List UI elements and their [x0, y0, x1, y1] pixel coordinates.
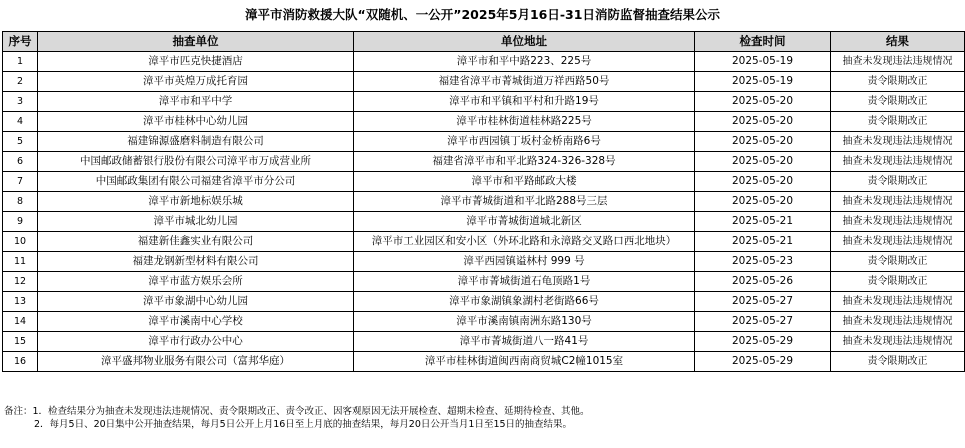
table-row: [3, 52, 965, 72]
cell-address: 漳平市西园镇丁坂村金桥南路6号: [354, 132, 695, 152]
cell-address: 福建省漳平市和平北路324-326-328号: [354, 152, 695, 172]
cell-seq: 8: [3, 192, 38, 212]
table-row: [3, 192, 965, 212]
cell-result: 抽查未发现违法违规情况: [831, 312, 965, 332]
cell-seq: 12: [3, 272, 38, 292]
cell-address: 漳平市工业园区和安小区（外环北路和永漳路交叉路口西北地块）: [354, 232, 695, 252]
cell-seq: 14: [3, 312, 38, 332]
cell-unit: 福建新佳鑫实业有限公司: [38, 232, 354, 252]
cell-unit: 漳平市和平中学: [38, 92, 354, 112]
cell-unit: 漳平市行政办公中心: [38, 332, 354, 352]
column-header-unit: 抽查单位: [38, 32, 354, 52]
notes: [4, 405, 962, 431]
cell-seq: 9: [3, 212, 38, 232]
cell-result: 抽查未发现违法违规情况: [831, 52, 965, 72]
cell-seq: 16: [3, 352, 38, 372]
cell-seq: 11: [3, 252, 38, 272]
table-row: [3, 272, 965, 292]
column-header-seq: 序号: [3, 32, 38, 52]
cell-seq: 1: [3, 52, 38, 72]
cell-address: 福建省漳平市菁城街道万祥西路50号: [354, 72, 695, 92]
cell-date: 2025-05-20: [695, 192, 831, 212]
cell-result: 责令限期改正: [831, 72, 965, 92]
cell-date: 2025-05-23: [695, 252, 831, 272]
cell-result: 抽查未发现违法违规情况: [831, 212, 965, 232]
cell-address: 漳平市菁城街道城北新区: [354, 212, 695, 232]
cell-address: 漳平市溪南镇南洲东路130号: [354, 312, 695, 332]
cell-address: 漳平市和平路邮政大楼: [354, 172, 695, 192]
cell-address: 漳平西园镇谥林村 999 号: [354, 252, 695, 272]
column-header-address: 单位地址: [354, 32, 695, 52]
cell-result: 责令限期改正: [831, 272, 965, 292]
cell-seq: 7: [3, 172, 38, 192]
table-row: [3, 352, 965, 372]
cell-address: 漳平市菁城街道八一路41号: [354, 332, 695, 352]
cell-address: 漳平市桂林街道桂林路225号: [354, 112, 695, 132]
cell-seq: 3: [3, 92, 38, 112]
page-title: 漳平市消防救援大队“双随机、一公开”2025年5月16日-31日消防监督抽查结果公示: [245, 7, 720, 22]
cell-unit: 漳平市英煌万成托育园: [38, 72, 354, 92]
cell-seq: 2: [3, 72, 38, 92]
cell-result: 责令限期改正: [831, 172, 965, 192]
cell-address: 漳平市桂林街道闽西南商贸城C2幢1015室: [354, 352, 695, 372]
cell-unit: 福建龙钢新型材料有限公司: [38, 252, 354, 272]
table-row: [3, 132, 965, 152]
cell-unit: 漳平市新地标娱乐城: [38, 192, 354, 212]
cell-address: 漳平市菁城街道石龟顶路1号: [354, 272, 695, 292]
cell-result: 责令限期改正: [831, 252, 965, 272]
cell-date: 2025-05-29: [695, 332, 831, 352]
cell-address: 漳平市菁城街道和平北路288号三层: [354, 192, 695, 212]
cell-date: 2025-05-20: [695, 152, 831, 172]
cell-date: 2025-05-21: [695, 212, 831, 232]
cell-unit: 漳平市溪南中心学校: [38, 312, 354, 332]
cell-seq: 4: [3, 112, 38, 132]
table-row: [3, 312, 965, 332]
note-line-1: 备注：1．检查结果分为抽查未发现违法违规情况、责令限期改正、责令改正、因客观原因无法开展检查、超期未检查、延期待检查、其他。: [4, 406, 590, 417]
table-row: [3, 112, 965, 132]
table-header-row: [3, 32, 965, 52]
cell-seq: 15: [3, 332, 38, 352]
cell-date: 2025-05-19: [695, 52, 831, 72]
cell-result: 抽查未发现违法违规情况: [831, 332, 965, 352]
cell-address: 漳平市和平中路223、225号: [354, 52, 695, 72]
cell-address: 漳平市象湖镇象湖村老街路66号: [354, 292, 695, 312]
cell-date: 2025-05-20: [695, 132, 831, 152]
table-row: [3, 72, 965, 92]
cell-seq: 13: [3, 292, 38, 312]
note-line-2: 2．每月5日、20日集中公开抽查结果，每月5日公开上月16日至上月底的抽查结果，每月20日公开当月1日至15日的抽查结果。: [34, 419, 573, 430]
column-header-date: 检查时间: [695, 32, 831, 52]
table-row: [3, 252, 965, 272]
results-table: [2, 31, 965, 372]
cell-result: 抽查未发现违法违规情况: [831, 192, 965, 212]
cell-result: 抽查未发现违法违规情况: [831, 132, 965, 152]
table-row: [3, 292, 965, 312]
cell-date: 2025-05-21: [695, 232, 831, 252]
column-header-result: 结果: [831, 32, 965, 52]
cell-seq: 6: [3, 152, 38, 172]
table-row: [3, 232, 965, 252]
table-row: [3, 212, 965, 232]
cell-unit: 漳平市桂林中心幼儿园: [38, 112, 354, 132]
cell-seq: 5: [3, 132, 38, 152]
table-row: [3, 92, 965, 112]
cell-unit: 中国邮政集团有限公司福建省漳平市分公司: [38, 172, 354, 192]
cell-unit: 漳平市象湖中心幼儿园: [38, 292, 354, 312]
cell-date: 2025-05-20: [695, 112, 831, 132]
cell-date: 2025-05-20: [695, 172, 831, 192]
cell-result: 责令限期改正: [831, 352, 965, 372]
cell-unit: 中国邮政储蓄银行股份有限公司漳平市万成营业所: [38, 152, 354, 172]
cell-result: 抽查未发现违法违规情况: [831, 152, 965, 172]
cell-result: 责令限期改正: [831, 112, 965, 132]
cell-date: 2025-05-19: [695, 72, 831, 92]
cell-date: 2025-05-20: [695, 92, 831, 112]
cell-unit: 漳平盛邦物业服务有限公司（富邦华庭）: [38, 352, 354, 372]
cell-result: 抽查未发现违法违规情况: [831, 232, 965, 252]
cell-date: 2025-05-27: [695, 312, 831, 332]
cell-date: 2025-05-29: [695, 352, 831, 372]
cell-result: 抽查未发现违法违规情况: [831, 292, 965, 312]
cell-unit: 漳平市蓝方娱乐会所: [38, 272, 354, 292]
table-row: [3, 332, 965, 352]
cell-seq: 10: [3, 232, 38, 252]
cell-result: 责令限期改正: [831, 92, 965, 112]
cell-unit: 漳平市城北幼儿园: [38, 212, 354, 232]
cell-date: 2025-05-26: [695, 272, 831, 292]
cell-date: 2025-05-27: [695, 292, 831, 312]
cell-address: 漳平市和平镇和平村和升路19号: [354, 92, 695, 112]
table-row: [3, 172, 965, 192]
table-row: [3, 152, 965, 172]
cell-unit: 漳平市匹克快捷酒店: [38, 52, 354, 72]
cell-unit: 福建锦源盛磨料制造有限公司: [38, 132, 354, 152]
